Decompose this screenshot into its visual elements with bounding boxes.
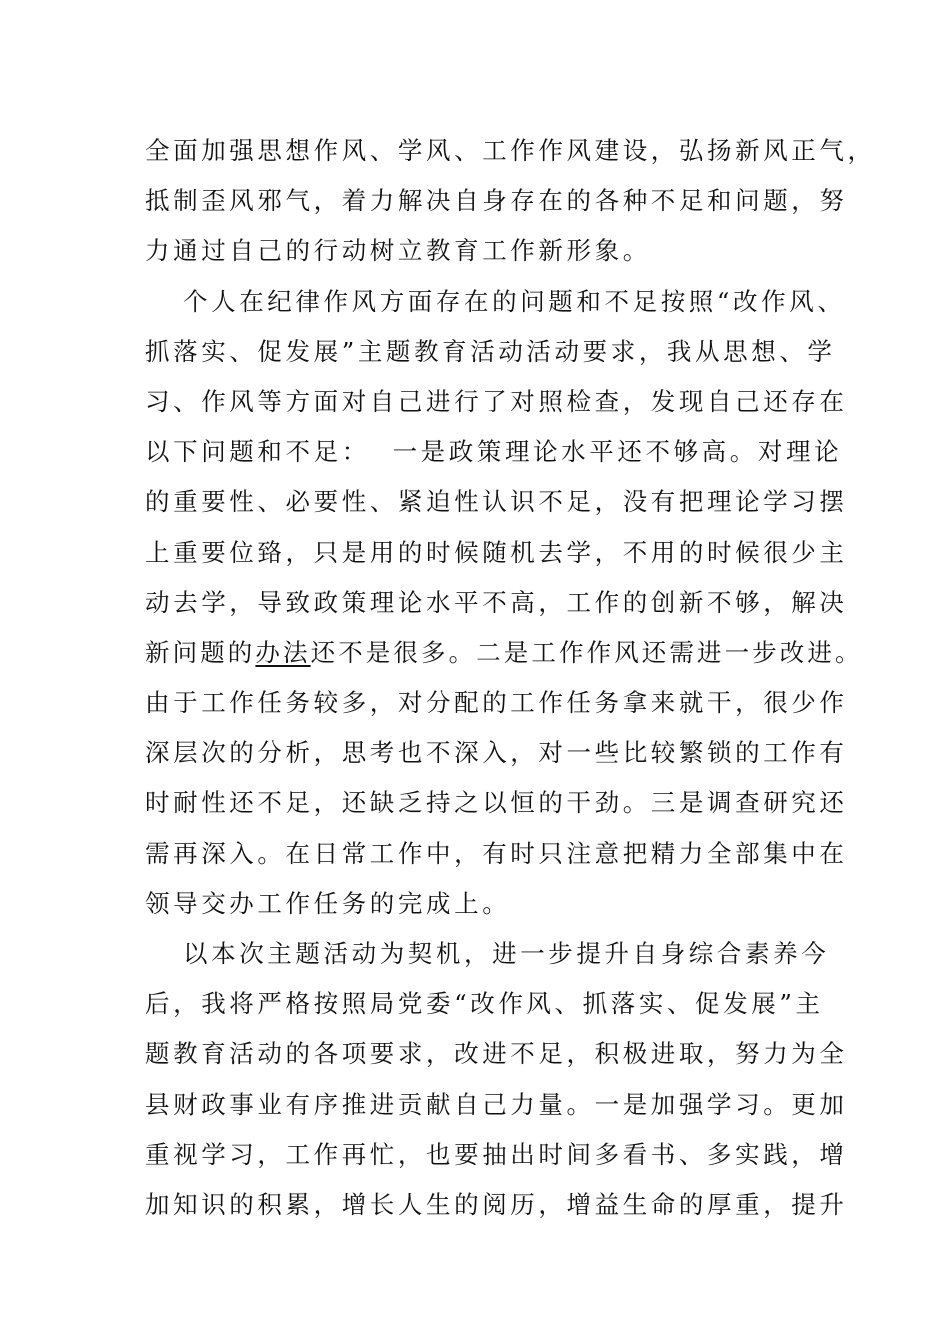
paragraph-start-line: 以本次主题活动为契机，进一步提升自身综合素养今 [183, 939, 830, 968]
text-line: 动去学，导致政策理论水平不高，工作的创新不够，解决 [145, 587, 848, 617]
text-line: 力通过自己的行动树立教育工作新形象。 [145, 236, 651, 266]
text-line: 后，我将严格按照局党委“改作风、抓落实、促发展”主 [145, 989, 824, 1019]
text-line: 深层次的分析，思考也不深入，对一些比较繁锁的工作有 [145, 738, 848, 768]
text-line: 习、作风等方面对自己进行了对照检查，发现自己还存在 [145, 386, 848, 416]
paragraph-start-line: 个人在纪律作风方面存在的问题和不足按照“改作风、 [183, 286, 846, 316]
text-segment: 新问题的 [145, 637, 256, 667]
text-line: 题教育活动的各项要求，改进不足，积极进取，努力为全 [145, 1039, 848, 1069]
text-line: 由于工作任务较多，对分配的工作任务拿来就干，很少作 [145, 688, 848, 718]
text-line: 时耐性还不足，还缺乏持之以恒的干劲。三是调查研究还 [145, 788, 848, 818]
text-line: 加知识的积累，增长人生的阅历，增益生命的厚重，提升 [145, 1189, 848, 1219]
text-line: 抵制歪风邪气，着力解决自身存在的各种不足和问题，努 [145, 186, 848, 216]
text-line: 全面加强思想作风、学风、工作作风建设，弘扬新风正气， [145, 136, 876, 165]
text-line: 上重要位臵，只是用的时候随机去学，不用的时候很少主 [145, 537, 848, 567]
text-line: 以下问题和不足： 一是政策理论水平还不够高。对理论 [145, 437, 843, 467]
underlined-word: 办法 [255, 637, 311, 667]
text-line: 领导交办工作任务的完成上。 [145, 888, 511, 918]
text-line [145, 628, 863, 678]
text-line: 需再深入。在日常工作中，有时只注意把精力全部集中在 [145, 838, 848, 868]
text-segment: 还不是很多。二是工作作风还需进一步改进。 [310, 637, 863, 667]
text-line: 抓落实、促发展”主题教育活动活动要求，我从思想、学 [145, 336, 836, 366]
body-text [145, 126, 876, 1230]
text-line: 县财政事业有序推进贡献自己力量。一是加强学习。更加 [145, 1089, 848, 1119]
text-line: 重视学习，工作再忙，也要抽出时间多看书、多实践，增 [145, 1139, 848, 1169]
text-line: 的重要性、必要性、紧迫性认识不足，没有把理论学习摆 [145, 487, 848, 517]
